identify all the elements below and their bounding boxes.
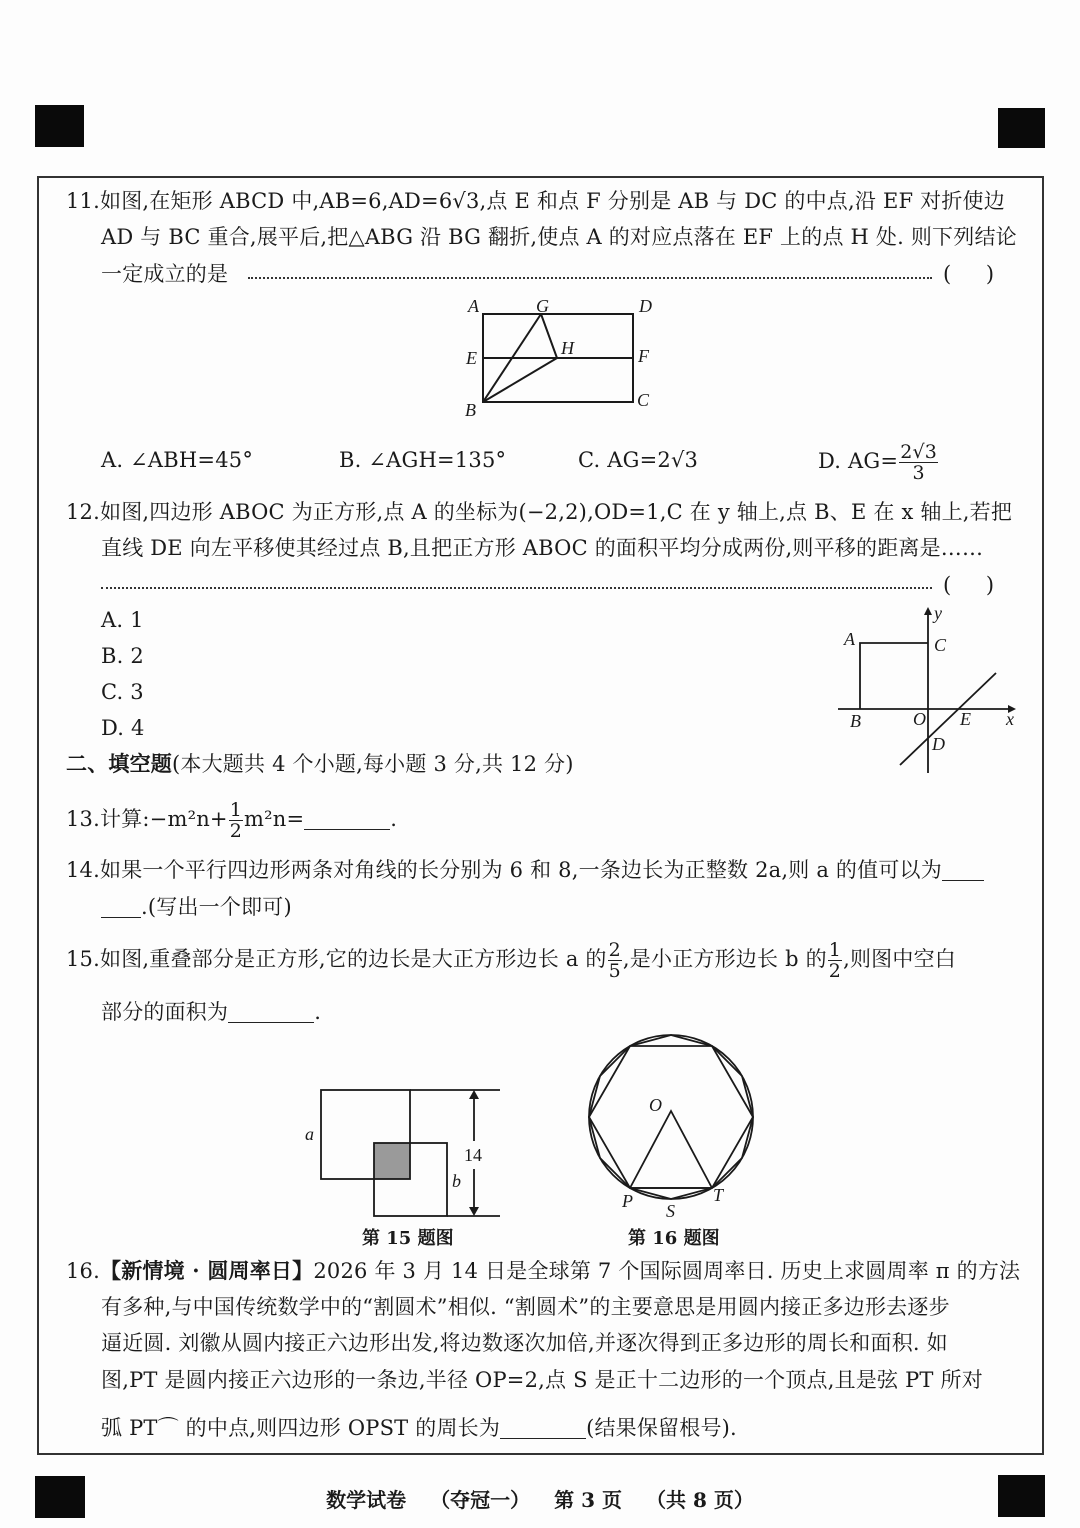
section-2-title: 二、填空题 (66, 751, 172, 776)
q11-number: 11. (66, 189, 100, 213)
svg-text:S: S (666, 1201, 675, 1221)
registration-mark-top-left (35, 105, 84, 147)
q16-figure-inscribed-polygons (585, 1035, 760, 1220)
q11-line3: 一定成立的是 (101, 262, 229, 286)
svg-text:A: A (468, 296, 479, 316)
svg-text:D: D (932, 734, 945, 754)
svg-text:y: y (934, 603, 942, 623)
footer-edition: （夺冠一） (430, 1488, 531, 1512)
svg-text:H: H (561, 338, 574, 358)
q16-answer-blank[interactable] (500, 1416, 586, 1439)
q12-option-d[interactable]: D. 4 (101, 716, 145, 740)
svg-text:14: 14 (464, 1145, 482, 1165)
svg-text:C: C (934, 635, 947, 655)
q16-figure-caption: 第 16 题图 (628, 1228, 720, 1249)
q12-line1: 12.如图,四边形 ABOC 为正方形,点 A 的坐标为(−2,2),OD=1,C 在 y 轴上,点 B、E 在 x 轴上,若把 (66, 500, 1013, 524)
q11-option-d-fraction: $\frac{2√3}{3}$ (900, 441, 938, 484)
svg-text:T: T (713, 1185, 724, 1205)
q14-answer-blank-part2[interactable] (101, 895, 141, 918)
svg-text:E: E (466, 348, 477, 368)
q14-number: 14. (66, 858, 100, 882)
section-2-header (66, 746, 574, 782)
page-footer (0, 1484, 1080, 1513)
section-2-note: (本大题共 4 个小题,每小题 3 分,共 12 分) (172, 752, 574, 776)
q12-option-b[interactable]: B. 2 (101, 644, 144, 668)
q12-number: 12. (66, 500, 100, 524)
svg-text:F: F (638, 346, 649, 366)
svg-text:b: b (452, 1171, 461, 1191)
q14-line2: .(写出一个即可) (101, 889, 292, 925)
q12-figure-coordinate-plane (830, 605, 1030, 780)
q16-line1: 16.【新情境 · 圆周率日】2026 年 3 月 14 日是全球第 7 个国际圆周率日. 历史上求圆周率 π 的方法 (66, 1258, 1021, 1283)
q16-line4: 图,PT 是圆内接正六边形的一条边,半径 OP=2,点 S 是正十二边形的一个顶点,且是弦 PT 所对 (101, 1368, 983, 1392)
q15-figure-overlapping-squares (300, 1085, 510, 1225)
q14-line1: 14.如果一个平行四边形两条对角线的长分别为 6 和 8,一条边长为正整数 2a,则 a 的值可以为 (66, 852, 984, 888)
q15-line2: 部分的面积为 . (101, 1000, 322, 1024)
svg-text:A: A (844, 629, 855, 649)
svg-text:B: B (465, 400, 476, 420)
svg-text:a: a (305, 1124, 314, 1144)
svg-text:B: B (850, 711, 861, 731)
q16-line3: 逼近圆. 刘徽从圆内接正六边形出发,将边数逐次加倍,并逐次得到正多边形的周长和面积. 如 (101, 1331, 948, 1355)
q12-option-c[interactable]: C. 3 (101, 680, 144, 704)
q15-answer-blank[interactable] (228, 1000, 314, 1023)
q13-line: 13.计算:−m²n+ $\frac{1}{2}$ m²n= . (66, 799, 398, 842)
q15-fraction-a: $\frac{2}{5}$ (608, 939, 621, 982)
svg-text:E: E (960, 709, 971, 729)
svg-text:O: O (649, 1095, 662, 1115)
q12-option-a[interactable]: A. 1 (101, 608, 144, 632)
svg-text:x: x (1006, 709, 1014, 729)
svg-text:O: O (913, 709, 926, 729)
q13-number: 13. (66, 807, 100, 831)
q11-line2: AD 与 BC 重合,展平后,把△ABG 沿 BG 翻折,使点 A 的对应点落在 EF 上的点 H 处. 则下列结论 (101, 225, 1017, 249)
q11-option-c[interactable]: C. AG=2√3 (578, 448, 699, 472)
footer-total-pages: （共 8 页） (646, 1488, 754, 1512)
q16-number: 16. (66, 1259, 100, 1283)
q16-line5: 弧 PT⌒ 的中点,则四边形 OPST 的周长为 (结果保留根号). (101, 1416, 737, 1440)
q11-option-b[interactable]: B. ∠AGH=135° (339, 448, 507, 472)
q15-line1: 15.如图,重叠部分是正方形,它的边长是大正方形边长 a 的 $\frac{2}{5}$ ,是小正方形边长 b 的 $\frac{1}{2}$ ,则图中空白 (66, 939, 956, 982)
registration-mark-top-right (998, 108, 1045, 148)
q13-answer-blank[interactable] (304, 807, 390, 830)
q15-fraction-b: $\frac{1}{2}$ (828, 939, 842, 982)
q15-number: 15. (66, 947, 100, 971)
q11-leader-dots (248, 277, 932, 279)
q15-figure-caption: 第 15 题图 (362, 1228, 454, 1249)
q16-context-tag: 【新情境 · 圆周率日】 (100, 1258, 314, 1283)
q12-answer-bracket[interactable]: ( ) (943, 573, 995, 597)
q11-figure-rectangle (455, 292, 665, 422)
q11-line1: 11.如图,在矩形 ABCD 中,AB=6,AD=6√3,点 E 和点 F 分别是 AB 与 DC 的中点,沿 EF 对折使边 (66, 189, 1005, 213)
q13-fraction: $\frac{1}{2}$ (229, 799, 243, 842)
svg-text:C: C (637, 390, 650, 410)
footer-page-number: 第 3 页 (554, 1488, 622, 1512)
footer-title: 数学试卷 (326, 1488, 407, 1512)
svg-text:P: P (622, 1191, 633, 1211)
q12-line2: 直线 DE 向左平移使其经过点 B,且把正方形 ABOC 的面积平均分成两份,则平移的距离是…… (101, 536, 984, 560)
q11-option-a[interactable]: A. ∠ABH=45° (101, 448, 254, 472)
q11-option-d[interactable]: D. AG= $\frac{2√3}{3}$ (818, 441, 938, 484)
q11-answer-bracket[interactable]: ( ) (943, 262, 995, 286)
q12-leader-dots (101, 587, 932, 589)
svg-text:D: D (639, 296, 652, 316)
q16-line2: 有多种,与中国传统数学中的“割圆术”相似. “割圆术”的主要意思是用圆内接正多边形去逐步 (101, 1295, 950, 1319)
q14-answer-blank-part1[interactable] (942, 858, 984, 881)
svg-text:G: G (536, 296, 549, 316)
